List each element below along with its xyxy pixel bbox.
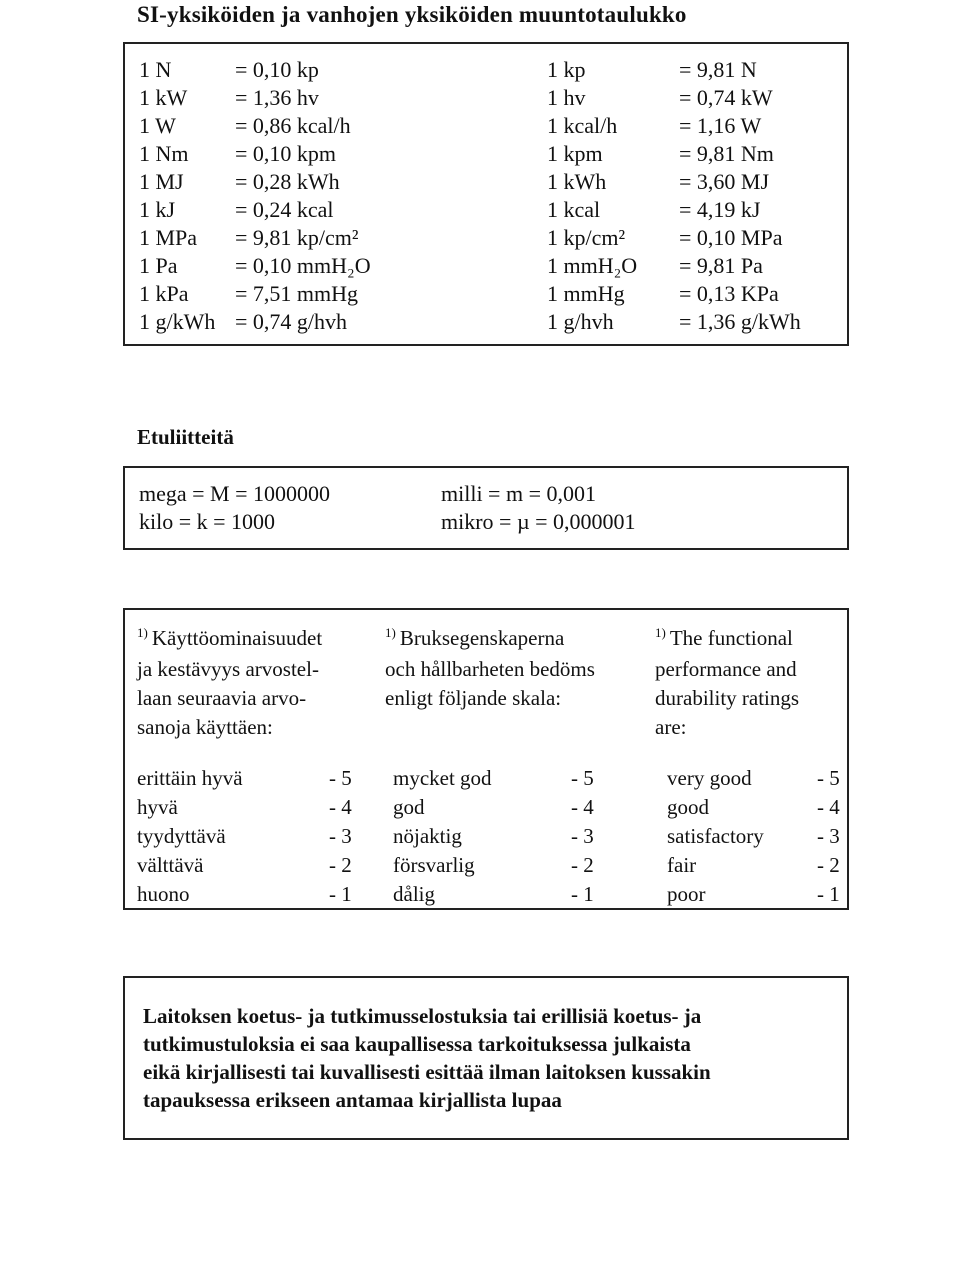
rating-score: - 2 — [329, 853, 352, 877]
rating-row — [137, 851, 843, 880]
conversion-row — [139, 84, 839, 112]
intro-line: Bruksegenskaperna — [399, 626, 565, 650]
page-title: SI-yksiköiden ja vanhojen yksiköiden muuntotaulukko — [137, 2, 687, 27]
rating-label-fi: tyydyttävä — [137, 824, 226, 848]
prefix-table — [123, 466, 849, 550]
rating-score: - 2 — [571, 853, 594, 877]
si-unit-value: = 9,81 N — [679, 57, 757, 82]
notice-line: Laitoksen koetus- ja tutkimusselostuksia tai erillisiä koetus- ja — [143, 1004, 702, 1028]
intro-line: The functional — [669, 626, 793, 650]
old-unit-value: = 1,36 hv — [235, 85, 319, 110]
rating-row — [137, 880, 843, 909]
prefix-row — [139, 508, 839, 536]
si-unit-value: = 9,81 Nm — [679, 141, 774, 166]
rating-score: - 5 — [571, 766, 594, 790]
si-unit: 1 g/kWh — [139, 309, 216, 334]
prefix-entry: kilo = k = 1000 — [139, 509, 276, 534]
intro-line: sanoja käyttäen: — [137, 715, 273, 739]
conversion-row — [139, 224, 839, 252]
notice-line: tapauksessa erikseen antamaa kirjallista lupaa — [143, 1088, 562, 1112]
rating-score: - 3 — [817, 824, 840, 848]
old-unit: 1 kp — [547, 57, 586, 82]
conversion-row — [139, 140, 839, 168]
prefix-entry: mega = M = 1000000 — [139, 481, 331, 506]
notice-line: eikä kirjallisesti tai kuvallisesti esittää ilman laitoksen kussakin — [143, 1060, 711, 1084]
si-unit: 1 kPa — [139, 281, 189, 306]
si-unit: 1 Nm — [139, 141, 189, 166]
notice-text — [143, 1002, 833, 1114]
si-unit-value: = 3,60 MJ — [679, 169, 770, 194]
si-unit: 1 kW — [139, 85, 188, 110]
ratings-intro-en — [655, 624, 875, 742]
prefix-entry: mikro = µ = 0,000001 — [441, 509, 636, 534]
old-unit-value: = 7,51 mmHg — [235, 281, 359, 306]
si-unit: 1 W — [139, 113, 176, 138]
conversion-row — [139, 112, 839, 140]
si-unit-value: = 0,74 kW — [679, 85, 773, 110]
old-unit: 1 kWh — [547, 169, 607, 194]
rating-score: - 5 — [817, 766, 840, 790]
old-unit-value: = 0,24 kcal — [235, 197, 334, 222]
copyright-notice — [123, 976, 849, 1140]
old-unit: 1 kpm — [547, 141, 603, 166]
rating-score: - 1 — [571, 882, 594, 906]
rating-label-sv: god — [393, 795, 425, 819]
old-unit-value: = 0,10 mmH₂O — [235, 253, 371, 278]
intro-line: och hållbarheten bedöms — [385, 657, 595, 681]
prefix-entry: milli = m = 0,001 — [441, 481, 596, 506]
old-unit: 1 kp/cm² — [547, 225, 626, 250]
rating-label-en: good — [667, 795, 709, 819]
si-unit-value: = 1,36 g/kWh — [679, 309, 801, 334]
intro-line: performance and — [655, 657, 797, 681]
rating-label-fi: välttävä — [137, 853, 204, 877]
si-unit: 1 kJ — [139, 197, 176, 222]
rating-row — [137, 764, 843, 793]
si-unit: 1 N — [139, 57, 172, 82]
old-unit: 1 kcal/h — [547, 113, 618, 138]
rating-score: - 5 — [329, 766, 352, 790]
old-unit: 1 mmH₂O — [547, 253, 638, 278]
rating-row — [137, 822, 843, 851]
old-unit: 1 mmHg — [547, 281, 625, 306]
si-unit-value: = 4,19 kJ — [679, 197, 761, 222]
old-unit-value: = 0,10 kpm — [235, 141, 337, 166]
old-unit-value: = 0,28 kWh — [235, 169, 340, 194]
rating-row — [137, 793, 843, 822]
old-unit-value: = 0,86 kcal/h — [235, 113, 351, 138]
rating-label-en: very good — [667, 766, 752, 790]
prefixes-heading: Etuliitteitä — [137, 425, 234, 449]
old-unit-value: = 0,10 kp — [235, 57, 319, 82]
footnote-marker: 1) — [385, 625, 396, 640]
intro-line: are: — [655, 715, 687, 739]
old-unit: 1 kcal — [547, 197, 601, 222]
rating-score: - 1 — [329, 882, 352, 906]
old-unit-value: = 0,74 g/hvh — [235, 309, 348, 334]
conversion-row — [139, 280, 839, 308]
si-unit-value: = 1,16 W — [679, 113, 762, 138]
rating-label-en: fair — [667, 853, 697, 877]
rating-label-fi: huono — [137, 882, 190, 906]
rating-label-en: poor — [667, 882, 706, 906]
rating-score: - 4 — [817, 795, 840, 819]
intro-line: Käyttöominaisuudet — [151, 626, 323, 650]
intro-line: ja kestävyys arvostel- — [137, 657, 319, 681]
conversion-row — [139, 308, 839, 336]
si-unit: 1 Pa — [139, 253, 178, 278]
conversion-table — [123, 42, 849, 346]
intro-line: laan seuraavia arvo- — [137, 686, 307, 710]
conversion-row — [139, 168, 839, 196]
rating-label-sv: dålig — [393, 882, 435, 906]
ratings-table — [123, 608, 849, 910]
rating-label-en: satisfactory — [667, 824, 764, 848]
notice-line: tutkimustuloksia ei saa kaupallisessa tarkoituksessa julkaista — [143, 1032, 691, 1056]
si-unit: 1 MJ — [139, 169, 184, 194]
intro-line: enligt följande skala: — [385, 686, 562, 710]
si-unit: 1 MPa — [139, 225, 198, 250]
rating-score: - 1 — [817, 882, 840, 906]
old-unit-value: = 9,81 kp/cm² — [235, 225, 359, 250]
rating-label-sv: försvarlig — [393, 853, 475, 877]
rating-score: - 4 — [329, 795, 352, 819]
rating-score: - 4 — [571, 795, 594, 819]
footnote-marker: 1) — [655, 625, 666, 640]
rating-label-fi: hyvä — [137, 795, 178, 819]
rating-score: - 3 — [571, 824, 594, 848]
rating-label-sv: nöjaktig — [393, 824, 462, 848]
ratings-intro-fi — [137, 624, 357, 742]
si-unit-value: = 9,81 Pa — [679, 253, 763, 278]
footnote-marker: 1) — [137, 625, 148, 640]
intro-line: durability ratings — [655, 686, 800, 710]
old-unit: 1 g/hvh — [547, 309, 614, 334]
ratings-intro-sv — [385, 624, 605, 713]
conversion-row — [139, 56, 839, 84]
rating-label-sv: mycket god — [393, 766, 492, 790]
prefix-row — [139, 480, 839, 508]
conversion-row — [139, 252, 839, 280]
conversion-row — [139, 196, 839, 224]
si-unit-value: = 0,10 MPa — [679, 225, 783, 250]
rating-label-fi: erittäin hyvä — [137, 766, 243, 790]
si-unit-value: = 0,13 KPa — [679, 281, 779, 306]
old-unit: 1 hv — [547, 85, 586, 110]
rating-score: - 3 — [329, 824, 352, 848]
rating-score: - 2 — [817, 853, 840, 877]
